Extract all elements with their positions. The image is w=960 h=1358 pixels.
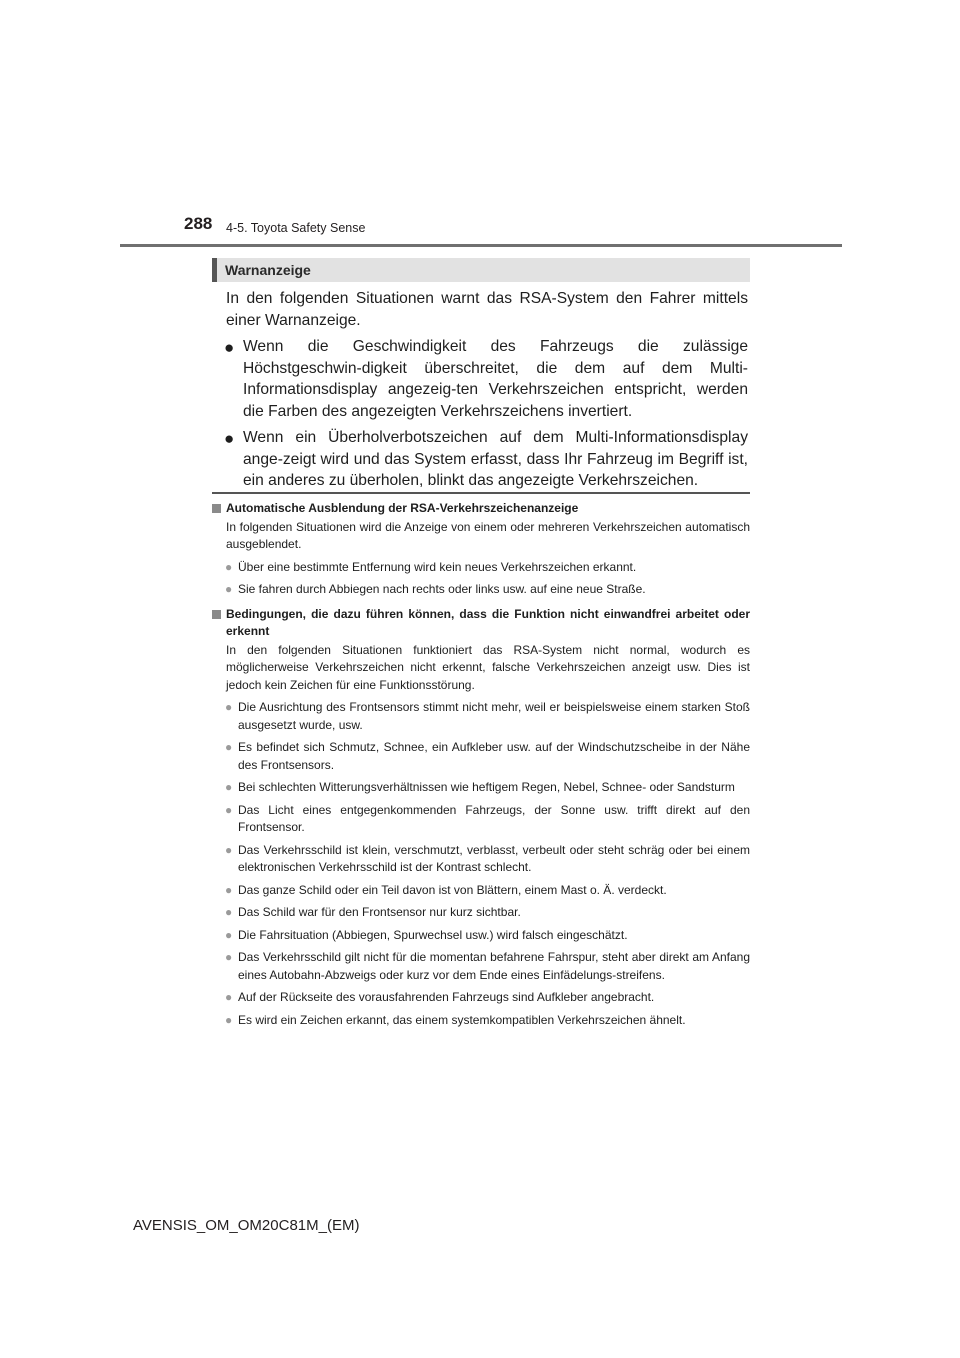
bullet-dot-icon: ●: [225, 927, 233, 942]
bullet-dot-icon: ●: [224, 429, 235, 448]
note-bullet: [212, 989, 750, 1007]
bullet-dot-icon: ●: [225, 950, 233, 964]
note-bullet: [212, 699, 750, 734]
note-bullet-text: Über eine bestimmte Entfernung wird kein neues Verkehrszeichen erkannt.: [238, 559, 637, 574]
note-heading-text: Bedingungen, die dazu führen können, dass die Funktion nicht einwandfrei arbeitet oder erkennt: [226, 606, 750, 638]
note-bullet: [212, 842, 750, 877]
note-bullet: [212, 927, 750, 945]
note-heading: [212, 500, 750, 518]
note-bullet: [212, 779, 750, 797]
note-text: In folgenden Situationen wird die Anzeige von einem oder mehreren Verkehrszeichen automatisch ausgeblendet.: [226, 519, 750, 551]
note-bullet-text: Das Licht eines entgegenkommenden Fahrzeugs, der Sonne usw. trifft direkt auf den Frontsensor.: [238, 802, 750, 834]
note-bullet-text: Auf der Rückseite des vorausfahrenden Fahrzeugs sind Aufkleber angebracht.: [238, 990, 655, 1004]
note-bullet-text: Das Schild war für den Frontsensor nur kurz sichtbar.: [238, 905, 521, 919]
note-bullet-text: Das Verkehrsschild ist klein, verschmutzt, verblasst, verbeult oder steht schräg oder bei einem elektronischen Verkehrsschild ist der Kontrast schlecht.: [238, 842, 750, 874]
note-bullet: [212, 739, 750, 774]
note-bullet: [212, 559, 750, 577]
header-rule: [120, 244, 842, 247]
notes-section: [212, 500, 750, 1034]
note-bullet-text: Das ganze Schild oder ein Teil davon ist von Blättern, einem Mast o. Ä. verdeckt.: [238, 882, 667, 897]
warning-heading-box: [212, 258, 750, 282]
square-bullet-icon: [212, 610, 221, 619]
warning-bullet: [226, 336, 748, 422]
warning-bullet: [226, 427, 748, 492]
warning-section: [226, 288, 748, 497]
bullet-dot-icon: ●: [225, 780, 233, 794]
note-bullet: [212, 581, 750, 599]
note-bullet-text: Die Ausrichtung des Frontsensors stimmt nicht mehr, weil er beispielsweise einem starken Stoß ausgesetzt wurde, usw.: [238, 700, 750, 732]
note-bullet: [212, 949, 750, 984]
square-bullet-icon: [212, 504, 221, 513]
section-divider: [212, 492, 750, 494]
warning-intro: In den folgenden Situationen warnt das RSA-System den Fahrer mittels einer Warnanzeige.: [226, 290, 748, 329]
page-number: 288: [184, 214, 213, 233]
note-bullet: [212, 904, 750, 922]
bullet-dot-icon: ●: [225, 700, 233, 714]
bullet-dot-icon: ●: [225, 740, 233, 754]
bullet-dot-icon: ●: [225, 559, 233, 574]
note-text: In den folgenden Situationen funktioniert das RSA-System nicht normal, wodurch es möglicherweise Verkehrszeichen nicht erkennt, falsche Verkehrszeichen anzeigt usw. Dies ist jedoch kein Zeichen für eine Funktionsstörung.: [226, 642, 750, 692]
warning-heading: Warnanzeige: [225, 262, 311, 278]
note-heading: [212, 606, 750, 641]
note-bullet-text: Es befindet sich Schmutz, Schnee, ein Aufkleber usw. auf der Windschutzscheibe in der Nähe des Frontsensors.: [238, 740, 750, 772]
bullet-dot-icon: ●: [225, 990, 233, 1004]
note-bullet: [212, 1012, 750, 1030]
note-bullet-text: Die Fahrsituation (Abbiegen, Spurwechsel usw.) wird falsch eingeschätzt.: [238, 927, 628, 942]
note-bullet-text: Sie fahren durch Abbiegen nach rechts oder links usw. auf eine neue Straße.: [238, 582, 646, 596]
footer-code: AVENSIS_OM_OM20C81M_(EM): [133, 1217, 360, 1234]
section-title: 4-5. Toyota Safety Sense: [226, 221, 366, 235]
bullet-dot-icon: ●: [225, 1012, 233, 1027]
note-bullet-text: Bei schlechten Witterungsverhältnissen wie heftigem Regen, Nebel, Schnee- oder Sandsturm: [238, 780, 735, 794]
note-bullet-text: Das Verkehrsschild gilt nicht für die momentan befahrene Fahrspur, steht aber direkt am Anfang eines Autobahn-Abzweigs oder kurz vor dem Ende eines Einfädelungs-streifens.: [238, 950, 750, 982]
bullet-dot-icon: ●: [225, 582, 233, 596]
bullet-dot-icon: ●: [225, 802, 233, 817]
heading-accent-bar: [212, 258, 217, 282]
bullet-dot-icon: ●: [225, 905, 233, 919]
note-bullet: [212, 882, 750, 900]
note-heading-text: Automatische Ausblendung der RSA-Verkehrszeichenanzeige: [226, 501, 579, 515]
note-bullet-text: Es wird ein Zeichen erkannt, das einem systemkompatiblen Verkehrszeichen ähnelt.: [238, 1012, 686, 1027]
note-bullet: [212, 802, 750, 837]
bullet-dot-icon: ●: [225, 882, 233, 897]
bullet-dot-icon: ●: [224, 338, 235, 357]
bullet-dot-icon: ●: [225, 842, 233, 857]
warning-bullet-text: Wenn ein Überholverbotszeichen auf dem Multi-Informationsdisplay ange-zeigt wird und das System erfasst, dass Ihr Fahrzeug im Begriff ist, ein anderes zu überholen, blinkt das angezeigte Verkehrszeichen.: [243, 429, 748, 489]
warning-bullet-text: Wenn die Geschwindigkeit des Fahrzeugs die zulässige Höchstgeschwin-digkeit überschreitet, die dem auf dem Multi-Informationsdisplay angezeig-ten Verkehrszeichen entspricht, werden die Farben des angezeigten Verkehrszeichens invertiert.: [243, 338, 748, 420]
